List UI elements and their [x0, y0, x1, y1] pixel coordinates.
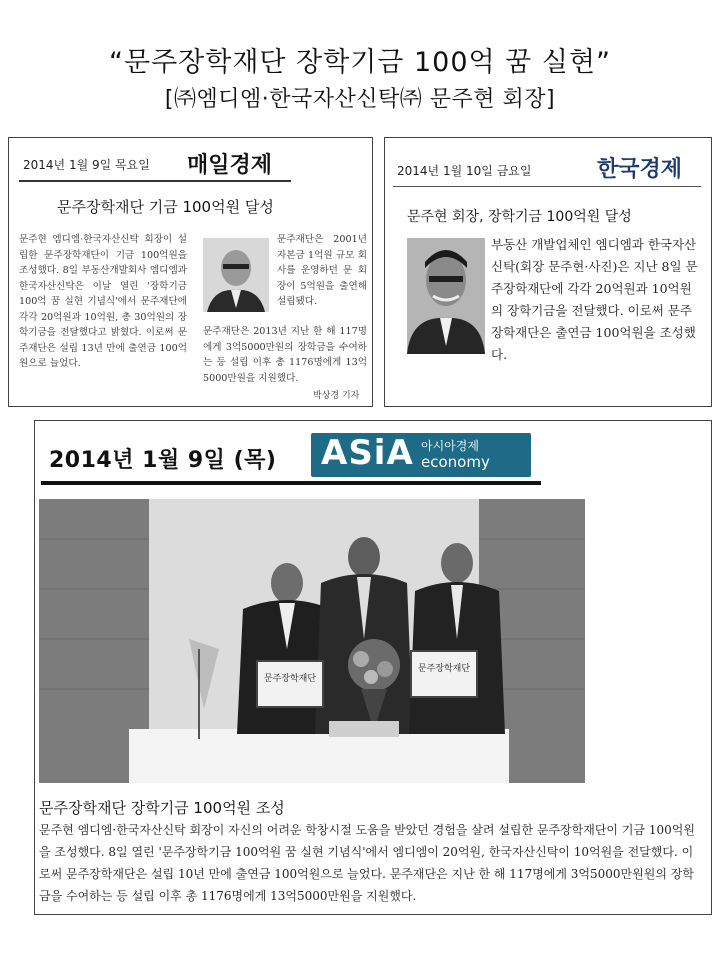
- divider: [41, 481, 541, 485]
- clipping-date: 2014년 1월 9일 (목): [49, 448, 277, 473]
- article-column-3: 문주재단은 2013년 지난 한 해 117명에게 3억5000만원의 장학금을 수여하는 등 설립 이후 총 1176명에게 13억5000만원을 지원했다.: [203, 326, 367, 384]
- article-column-2: 문주재단은 2001년 자본금 1억원 규모 회사를 운영하던 문 회장이 5억원을 출연해 설립됐다.: [277, 234, 367, 307]
- divider: [19, 180, 291, 182]
- page-subtitle: [㈜엠디엠·한국자산신탁㈜ 문주현 회장]: [164, 87, 556, 112]
- clipping-date: 2014년 1월 9일 목요일: [23, 158, 150, 172]
- portrait-photo: [203, 238, 269, 312]
- donation-board-right: 문주장학재단: [417, 664, 471, 674]
- clipping-hankyung: [384, 137, 712, 407]
- clipping-asia-economy: [34, 420, 712, 915]
- clipping-maeil: [8, 137, 373, 407]
- asia-economy-logo: [311, 433, 531, 477]
- article-body: 문주현 엠디엠·한국자산신탁 회장이 자신의 어려운 학창시절 도움을 받았던 경험을 살려 설립한 문주장학재단이 기금 100억원을 조성했다. 8일 열린 '문주장학기금 100억원 꿈 실현 기념식'에서 엠디엠이 20억원, 한국자산신탁이 10억원을 전달했다. 이로써 문주장학재단은 설립 10년 만에 출연금 100억원으로 늘었다. 문주재단은 지난 한 해 117명에게 3억5000만원원의 장학금을 수여하는 등 설립 이후 총 1176명에게 13억5000만원을 지원했다.: [39, 823, 695, 903]
- article-headline: 문주장학재단 기금 100억원 달성: [57, 198, 274, 216]
- donation-board-left: 문주장학재단: [263, 674, 317, 684]
- divider: [393, 186, 701, 187]
- byline: 박상경 기자: [313, 391, 360, 401]
- article-body: 부동산 개발업체인 엠디엠과 한국자산신탁(회장 문주현·사진)은 지난 8일 문주장학재단에 각각 20억원과 10억원의 장학기금을 전달했다. 이로써 문주장학재단은 출연금 100억원을 조성했다.: [491, 237, 698, 362]
- portrait-photo: [407, 238, 485, 354]
- ceremony-photo: [39, 499, 585, 783]
- clipping-date: 2014년 1월 10일 금요일: [397, 164, 532, 178]
- logo-english-text: economy: [421, 453, 490, 471]
- newspaper-masthead: 매일경제: [187, 152, 273, 178]
- newspaper-masthead: 한국경제: [597, 156, 683, 182]
- page-title: “문주장학재단 장학기금 100억 꿈 실현”: [109, 47, 611, 78]
- article-headline: 문주장학재단 장학기금 100억원 조성: [39, 799, 285, 817]
- logo-korean-text: 아시아경제: [421, 439, 479, 453]
- article-column-1: 문주현 엠디엠·한국자산신탁 회장이 설립한 문주장학재단이 기금 100억원을 조성했다. 8일 부동산개발회사 엠디엠과 한국자산신탁은 이날 열린 '장학기금 100억 꿈 실현 기념식'에서 문주재단에 각각 20억원과 10억원, 총 30억원의 장학기금을 전달했다고 밝혔다. 이로써 문주재단은 설립 13년 만에 출연금 100억원으로 늘었다.: [19, 234, 187, 369]
- logo-main-text: ASiA: [321, 433, 414, 473]
- article-headline: 문주현 회장, 장학기금 100억원 달성: [407, 209, 632, 225]
